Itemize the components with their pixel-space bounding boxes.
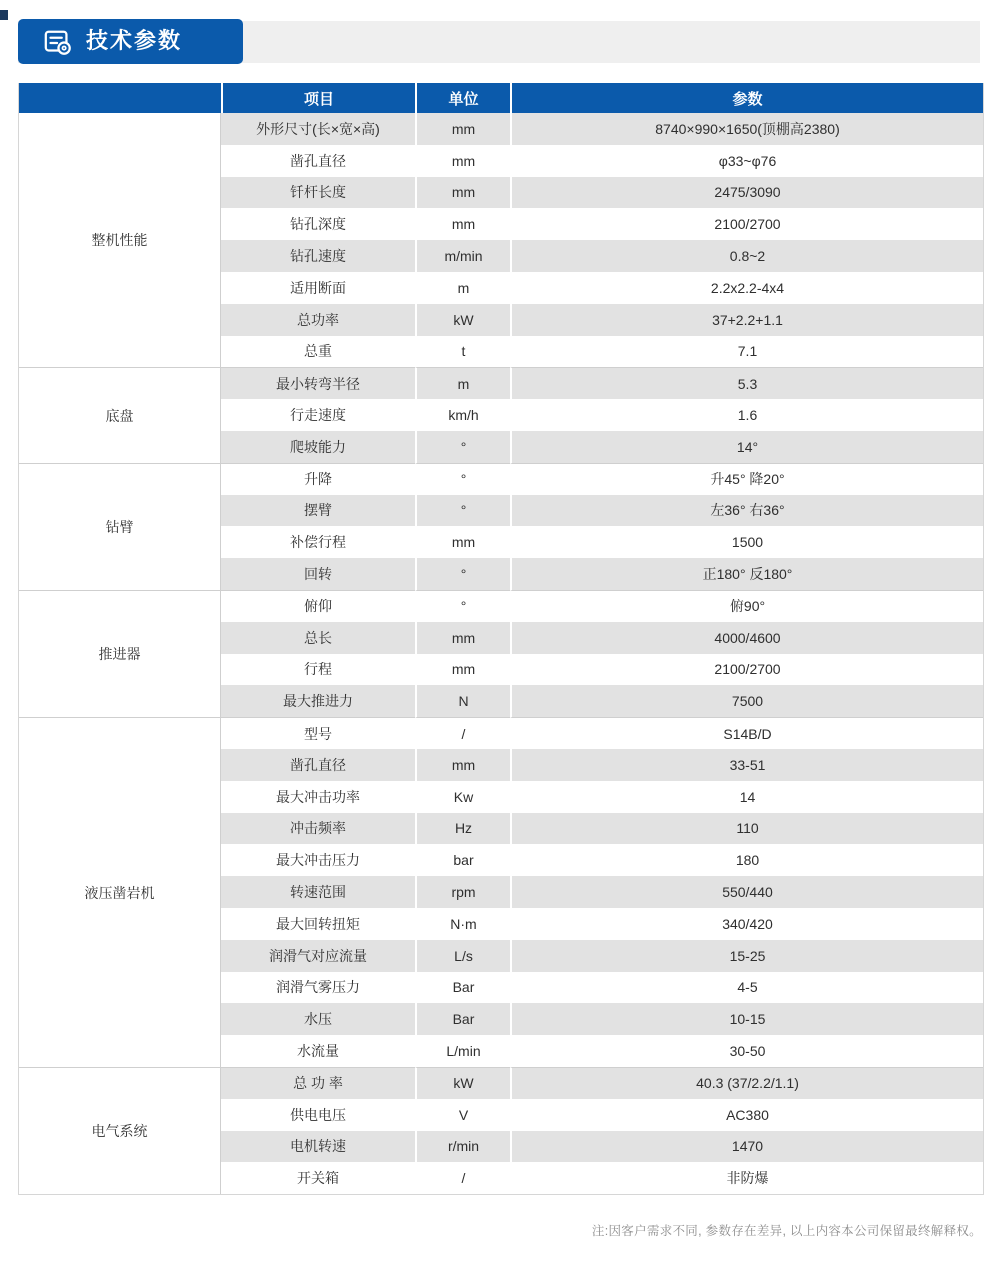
cell-item: 总重: [221, 336, 415, 368]
cell-value: 180: [510, 844, 983, 876]
cell-value: 俯90°: [510, 590, 983, 622]
header-cell-value: 参数: [510, 83, 983, 113]
cell-value: 1500: [510, 526, 983, 558]
cell-item: 摆臂: [221, 495, 415, 527]
cell-unit: °: [415, 590, 510, 622]
header-cell-item: 项目: [221, 83, 415, 113]
cell-value: 14°: [510, 431, 983, 463]
group-label: 整机性能: [19, 113, 221, 367]
cell-unit: t: [415, 336, 510, 368]
cell-value: 左36° 右36°: [510, 495, 983, 527]
cell-value: 2100/2700: [510, 654, 983, 686]
cell-value: φ33~φ76: [510, 145, 983, 177]
cell-value: 5.3: [510, 367, 983, 399]
cell-item: 水流量: [221, 1035, 415, 1067]
cell-unit: N·m: [415, 908, 510, 940]
cell-item: 凿孔直径: [221, 145, 415, 177]
cell-unit: °: [415, 431, 510, 463]
cell-unit: mm: [415, 654, 510, 686]
cell-value: 7.1: [510, 336, 983, 368]
cell-item: 最大回转扭矩: [221, 908, 415, 940]
cell-value: 4000/4600: [510, 622, 983, 654]
cell-unit: kW: [415, 304, 510, 336]
footer-note: 注:因客户需求不同, 参数存在差异, 以上内容本公司保留最终解释权。: [591, 1224, 982, 1239]
cell-unit: °: [415, 558, 510, 590]
cell-value: 2475/3090: [510, 177, 983, 209]
cell-unit: mm: [415, 749, 510, 781]
cell-unit: mm: [415, 622, 510, 654]
header-cell-unit: 单位: [415, 83, 510, 113]
cell-unit: Bar: [415, 972, 510, 1004]
cell-value: 2100/2700: [510, 208, 983, 240]
cell-item: 行走速度: [221, 399, 415, 431]
cell-value: 550/440: [510, 876, 983, 908]
cell-value: 14: [510, 781, 983, 813]
cell-unit: N: [415, 685, 510, 717]
group-label: 底盘: [19, 367, 221, 462]
cell-item: 润滑气雾压力: [221, 972, 415, 1004]
cell-unit: Kw: [415, 781, 510, 813]
group-label: 液压凿岩机: [19, 717, 221, 1067]
cell-value: 8740×990×1650(顶棚高2380): [510, 113, 983, 145]
cell-item: 最大冲击压力: [221, 844, 415, 876]
cell-item: 总长: [221, 622, 415, 654]
table-header-row: [19, 83, 983, 113]
cell-value: 2.2x2.2-4x4: [510, 272, 983, 304]
cell-unit: °: [415, 463, 510, 495]
cell-item: 润滑气对应流量: [221, 940, 415, 972]
cell-unit: Bar: [415, 1003, 510, 1035]
cell-value: 7500: [510, 685, 983, 717]
cell-item: 开关箱: [221, 1162, 415, 1194]
cell-item: 补偿行程: [221, 526, 415, 558]
tech-params-table: [18, 83, 984, 1195]
cell-unit: L/s: [415, 940, 510, 972]
cell-item: 电机转速: [221, 1131, 415, 1163]
cell-item: 最大推进力: [221, 685, 415, 717]
cell-unit: /: [415, 1162, 510, 1194]
cell-value: 340/420: [510, 908, 983, 940]
cell-unit: mm: [415, 526, 510, 558]
cell-unit: r/min: [415, 1131, 510, 1163]
cell-item: 俯仰: [221, 590, 415, 622]
group-label: 推进器: [19, 590, 221, 717]
cell-value: 33-51: [510, 749, 983, 781]
corner-notch-decoration: [0, 10, 8, 20]
page-title: 技术参数: [86, 27, 183, 53]
cell-item: 冲击频率: [221, 813, 415, 845]
cell-value: 15-25: [510, 940, 983, 972]
cell-value: 4-5: [510, 972, 983, 1004]
cell-item: 总功率: [221, 304, 415, 336]
cell-item: 凿孔直径: [221, 749, 415, 781]
cell-value: 110: [510, 813, 983, 845]
cell-unit: rpm: [415, 876, 510, 908]
cell-item: 外形尺寸(长×宽×高): [221, 113, 415, 145]
cell-item: 供电电压: [221, 1099, 415, 1131]
cell-unit: L/min: [415, 1035, 510, 1067]
cell-unit: /: [415, 717, 510, 749]
cell-unit: kW: [415, 1067, 510, 1099]
cell-value: 30-50: [510, 1035, 983, 1067]
cell-value: 正180° 反180°: [510, 558, 983, 590]
cell-value: 升45° 降20°: [510, 463, 983, 495]
cell-item: 钎杆长度: [221, 177, 415, 209]
cell-item: 最小转弯半径: [221, 367, 415, 399]
cell-item: 总 功 率: [221, 1067, 415, 1099]
cell-unit: m: [415, 272, 510, 304]
cell-value: AC380: [510, 1099, 983, 1131]
cell-unit: mm: [415, 145, 510, 177]
cell-unit: mm: [415, 208, 510, 240]
cell-item: 升降: [221, 463, 415, 495]
page-header: [0, 0, 1000, 64]
group-label: 电气系统: [19, 1067, 221, 1194]
cell-unit: Hz: [415, 813, 510, 845]
cell-unit: km/h: [415, 399, 510, 431]
cell-value: S14B/D: [510, 717, 983, 749]
table-body: [19, 113, 983, 1194]
cell-value: 10-15: [510, 1003, 983, 1035]
cell-unit: mm: [415, 113, 510, 145]
cell-item: 最大冲击功率: [221, 781, 415, 813]
cell-item: 爬坡能力: [221, 431, 415, 463]
cell-unit: m: [415, 367, 510, 399]
cell-unit: m/min: [415, 240, 510, 272]
cell-item: 水压: [221, 1003, 415, 1035]
section-title-tab: [18, 19, 243, 64]
cell-unit: bar: [415, 844, 510, 876]
cell-item: 钻孔速度: [221, 240, 415, 272]
cell-item: 型号: [221, 717, 415, 749]
document-gear-icon: [43, 27, 73, 57]
cell-item: 适用断面: [221, 272, 415, 304]
cell-value: 1470: [510, 1131, 983, 1163]
cell-unit: °: [415, 495, 510, 527]
cell-value: 40.3 (37/2.2/1.1): [510, 1067, 983, 1099]
group-label: 钻臂: [19, 463, 221, 590]
cell-value: 0.8~2: [510, 240, 983, 272]
cell-item: 行程: [221, 654, 415, 686]
cell-value: 1.6: [510, 399, 983, 431]
header-cell-group: [19, 83, 221, 113]
cell-unit: V: [415, 1099, 510, 1131]
cell-item: 回转: [221, 558, 415, 590]
cell-unit: mm: [415, 177, 510, 209]
cell-value: 37+2.2+1.1: [510, 304, 983, 336]
cell-value: 非防爆: [510, 1162, 983, 1194]
cell-item: 转速范围: [221, 876, 415, 908]
cell-item: 钻孔深度: [221, 208, 415, 240]
